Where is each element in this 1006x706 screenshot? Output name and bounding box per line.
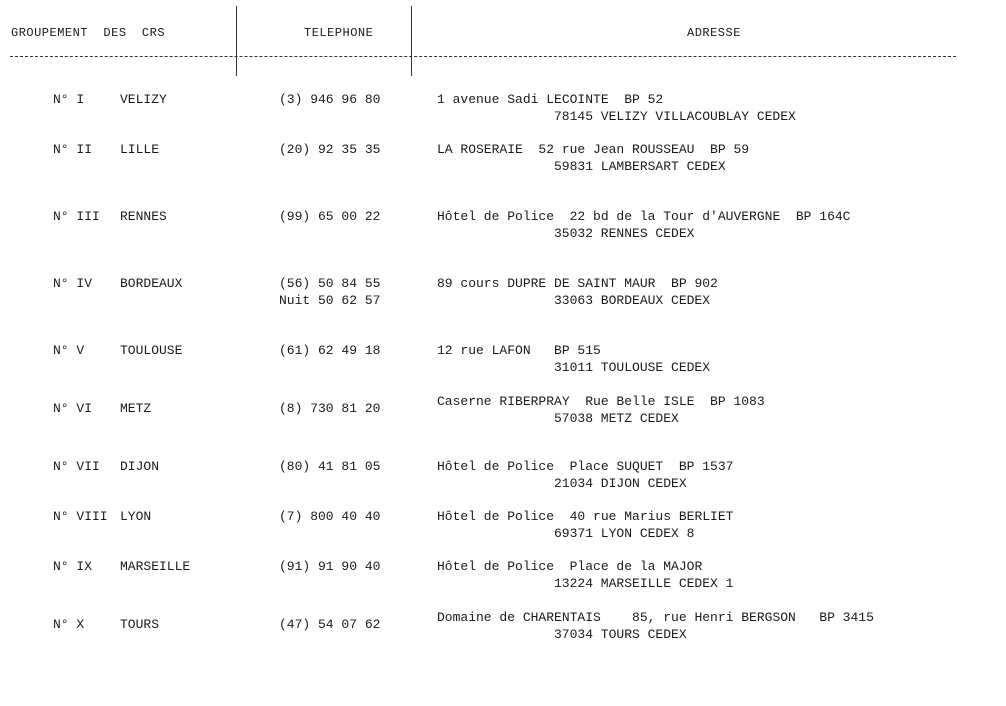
header-telephone: TELEPHONE (304, 26, 374, 40)
address-line-1: Hôtel de Police Place SUQUET BP 1537 (437, 459, 734, 474)
address-line-2: 33063 BORDEAUX CEDEX (554, 293, 711, 308)
telephone: (61) 62 49 18 (279, 343, 381, 358)
telephone: (20) 92 35 35 (279, 142, 381, 157)
groupement-city: TOURS (120, 617, 160, 632)
groupement-number: N° X (53, 617, 85, 632)
groupement-city: METZ (120, 401, 152, 416)
table-row (0, 459, 1006, 493)
telephone: (8) 730 81 20 (279, 401, 381, 416)
table-row (0, 92, 1006, 126)
address-line-1: 89 cours DUPRE DE SAINT MAUR BP 902 (437, 276, 718, 291)
groupement-number: N° VIII (53, 509, 108, 524)
telephone: (47) 54 07 62 (279, 617, 381, 632)
address-line-2: 59831 LAMBERSART CEDEX (554, 159, 726, 174)
groupement-city: TOULOUSE (120, 343, 183, 358)
header-rule (10, 56, 956, 57)
groupement-city: VELIZY (120, 92, 167, 107)
telephone: (7) 800 40 40 (279, 509, 381, 524)
table-row (0, 610, 1006, 644)
table-row (0, 343, 1006, 377)
groupement-city: MARSEILLE (120, 559, 191, 574)
telephone: (91) 91 90 40 (279, 559, 381, 574)
address-line-2: 57038 METZ CEDEX (554, 411, 679, 426)
groupement-city: LYON (120, 509, 152, 524)
telephone: (56) 50 84 55 (279, 276, 381, 291)
address-line-1: LA ROSERAIE 52 rue Jean ROUSSEAU BP 59 (437, 142, 750, 157)
telephone: (3) 946 96 80 (279, 92, 381, 107)
telephone: (99) 65 00 22 (279, 209, 381, 224)
address-line-1: Domaine de CHARENTAIS 85, rue Henri BERGSON BP 3415 (437, 610, 874, 625)
address-line-2: 31011 TOULOUSE CEDEX (554, 360, 711, 375)
table-row (0, 142, 1006, 176)
address-line-1: Caserne RIBERPRAY Rue Belle ISLE BP 1083 (437, 394, 765, 409)
telephone: (80) 41 81 05 (279, 459, 381, 474)
address-line-1: Hôtel de Police 22 bd de la Tour d'AUVERGNE BP 164C (437, 209, 851, 224)
table-row (0, 559, 1006, 593)
table-row (0, 209, 1006, 243)
groupement-number: N° III (53, 209, 100, 224)
table-row (0, 276, 1006, 310)
header-adresse: ADRESSE (687, 26, 741, 40)
groupement-number: N° IV (53, 276, 93, 291)
groupement-city: DIJON (120, 459, 160, 474)
address-line-2: 21034 DIJON CEDEX (554, 476, 687, 491)
address-line-2: 37034 TOURS CEDEX (554, 627, 687, 642)
address-line-2: 69371 LYON CEDEX 8 (554, 526, 695, 541)
groupement-number: N° II (53, 142, 93, 157)
address-line-1: Hôtel de Police Place de la MAJOR (437, 559, 703, 574)
address-line-2: 13224 MARSEILLE CEDEX 1 (554, 576, 734, 591)
header-groupement: GROUPEMENT DES CRS (11, 26, 166, 40)
groupement-city: RENNES (120, 209, 167, 224)
groupement-number: N° VII (53, 459, 100, 474)
table-row (0, 394, 1006, 428)
address-line-1: 12 rue LAFON BP 515 (437, 343, 601, 358)
telephone-alt: Nuit 50 62 57 (279, 293, 381, 308)
groupement-city: LILLE (120, 142, 160, 157)
column-divider (411, 6, 412, 76)
address-line-2: 78145 VELIZY VILLACOUBLAY CEDEX (554, 109, 796, 124)
table-row (0, 509, 1006, 543)
address-line-1: 1 avenue Sadi LECOINTE BP 52 (437, 92, 664, 107)
groupement-number: N° I (53, 92, 85, 107)
groupement-city: BORDEAUX (120, 276, 183, 291)
address-line-2: 35032 RENNES CEDEX (554, 226, 695, 241)
groupement-number: N° V (53, 343, 85, 358)
address-line-1: Hôtel de Police 40 rue Marius BERLIET (437, 509, 734, 524)
column-divider (236, 6, 237, 76)
groupement-number: N° IX (53, 559, 93, 574)
groupement-number: N° VI (53, 401, 93, 416)
